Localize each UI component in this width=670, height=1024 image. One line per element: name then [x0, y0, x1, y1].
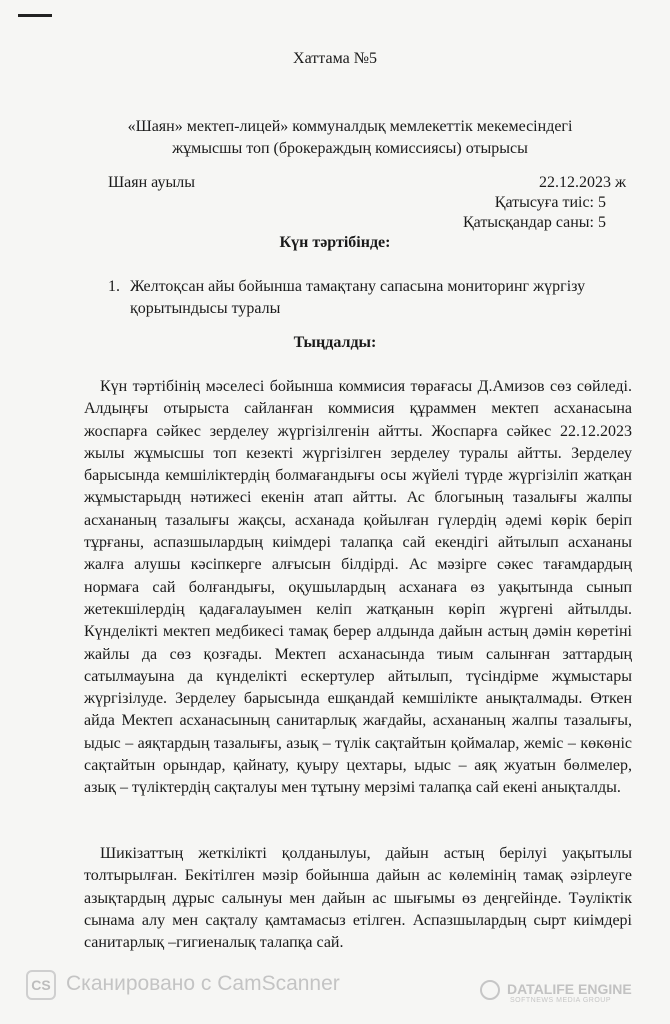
camscanner-logo-icon: CS: [26, 970, 56, 1000]
datalife-subtitle: SOFTNEWS MEDIA GROUP: [510, 997, 612, 1004]
agenda-item-text: Желтоқсан айы бойынша тамақтану сапасына мониторинг жүргізу қорытындысы туралы: [130, 278, 586, 317]
agenda-item-number: 1.: [108, 278, 120, 295]
meeting-place: Шаян ауылы: [108, 174, 195, 191]
datalife-watermark: DATALIFE ENGINE: [507, 981, 632, 997]
organization-line-2: жұмысшы топ (брокераждың комиссиясы) отырысы: [172, 140, 528, 157]
attendance-present: Қатысқандар саны: 5: [462, 214, 606, 231]
meeting-date: 22.12.2023 ж: [538, 174, 626, 191]
agenda-heading: Күн тәртібінде:: [279, 234, 391, 251]
document-title: Хаттама №5: [293, 50, 377, 67]
agenda-item: [110, 276, 630, 320]
listened-heading: Тыңдалды:: [293, 334, 377, 351]
attendance-required: Қатысуға тиіс: 5: [494, 194, 606, 211]
body-paragraph: Шикізаттың жеткілікті қолданылуы, дайын астың берілуі уақытылы толтырылған. Бекітілген мәзір бойынша дайын ас көлемінің тамақ әзірлеуге азықтардың дұрыс салынуы мен дайын ас шығымы өз деңгейінде. Тәуліктік сынама алу мен сақталу қамтамасыз етілген. Аспазшылардың сырт киімдері санитарлық –гигиеналық талапқа сай.: [84, 845, 632, 952]
body-paragraph: Күн тәртібінің мәселесі бойынша коммисия төрағасы Д.Амизов сөз сөйледі. Алдыңғы отырыста сайланған коммисия құраммен мектеп асханасына жоспарға сәйкес зерделеу жүргізілгенін айтты. Жоспарға сәйкес 22.12.2023 жылы жұмысшы топ кезекті жүргізілген зерделеу туралы айтты. Зерделеу барысында кемшіліктердің болмағандығы осы жүйелі түрде жүргізіліп жатқан жұмыстарыдң нәтижесі екенін атап айтты. Ас блогының тазалығы жалпы асхананың тазалығы жақсы, асханада қойылған гүлердің әдемі көрік беріп тұрғаны, аспазшылардың киімдері талапқа сай екендігі айтылып асхананы жалға алушы кәсіпкерге алғысын білдірді. Ас мәзірге сәкес тағамдардың нормаға сай болғандығы, оқушылардың асханаға өз уақытында сынып жетекшілердің қадағалауымен келіп жатқанын көріп жүргені айтылды. Күнделікті мектеп медбикесі тамақ берер алдында дайын астың дәмін көретіні жайлы да сөз қозғады. Мектеп асханасында тиым салынған заттардың сатылмауына да күнделікті ескертулер айтылып, түсіндірме жұмыстары жүргізілуде. Зерделеу барысында ешқандай кемшілікте анықталмады. Өткен айда Мектеп асханасының санитарлық жағдайы, асхананың жалпы тазалығы, ыдыс – аяқтардың тазалығы, азық – түлік сақтайтын қоймалар, жеміс – көкөніс сақтайтын орындар, қайнату, қуыру цехтары, ыдыс – аяқ жуатын бөлмелер, азық – түліктердің сақталуы мен тұтыну мерзімі талапқа сай екені анықталды.: [84, 378, 632, 797]
scan-edge-mark: [18, 14, 52, 17]
camscanner-watermark: Сканировано с CamScanner: [66, 972, 340, 995]
organization-heading: [60, 116, 640, 160]
datalife-logo-icon: [480, 980, 500, 1000]
organization-line-1: «Шаян» мектеп-лицей» коммуналдық мемлекеттік мекемесіндегі: [127, 118, 573, 135]
